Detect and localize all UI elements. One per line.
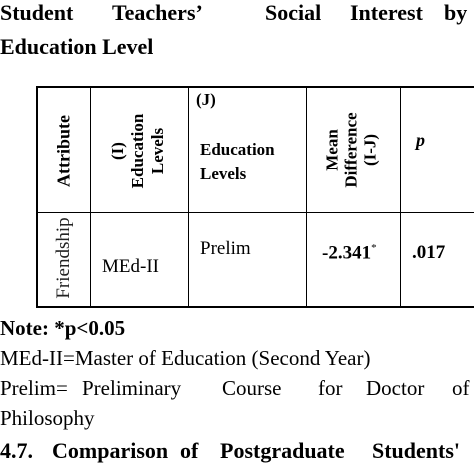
heading-word: Students' [372, 438, 461, 463]
column-divider [306, 88, 307, 306]
header-j-text: Education [200, 140, 275, 159]
title-word: Student [0, 0, 74, 25]
column-divider [400, 88, 401, 306]
header-md-text: Difference [341, 112, 361, 188]
heading-word: Postgraduate [220, 438, 345, 463]
header-divider [38, 212, 474, 213]
cell-attribute: Friendship [53, 217, 74, 299]
header-education-level-i [108, 114, 168, 189]
note-line: Philosophy [0, 406, 95, 430]
cell-level-i: MEd-II [102, 256, 159, 277]
column-divider [90, 88, 91, 306]
title-word: by [444, 0, 468, 25]
cell-p-value: .017 [412, 242, 446, 263]
title-word: Teachers’ [112, 0, 203, 25]
header-md-text: (I-J) [360, 133, 380, 167]
header-j-text: Levels [200, 164, 247, 183]
section-heading [0, 438, 474, 470]
table-title-line-1 [0, 0, 474, 30]
cell-mean-difference [322, 242, 377, 264]
header-i-text: Education [128, 113, 147, 189]
heading-word: 4.7. [0, 438, 33, 463]
note-word: of [452, 376, 470, 400]
header-i-label: (I) [108, 142, 127, 160]
note-word: Doctor [366, 376, 425, 400]
cell-level-j: Prelim [200, 238, 251, 259]
heading-word: of [180, 438, 199, 463]
header-i-text: Levels [148, 127, 167, 175]
column-divider [188, 88, 189, 306]
header-j-label: (J) [196, 90, 216, 109]
header-mean-difference [323, 112, 380, 187]
note-title: Note: *p<0.05 [0, 316, 126, 340]
significance-marker: * [371, 242, 377, 254]
note-line [0, 376, 474, 404]
title-word: Social [265, 0, 322, 25]
note-word: Prelim= [0, 376, 68, 400]
header-p: p [416, 130, 425, 150]
note-word: Course [222, 376, 282, 400]
table-title-line-2: Education Level [0, 34, 154, 59]
heading-word: Comparison [52, 438, 169, 463]
header-attribute: Attribute [53, 115, 74, 187]
note-word: for [318, 376, 343, 400]
title-word: Interest [350, 0, 423, 25]
header-md-text: Mean [322, 129, 342, 171]
mean-difference-value: -2.341 [322, 242, 372, 264]
note-line: MEd-II=Master of Education (Second Year) [0, 346, 371, 370]
note-word: Preliminary [82, 376, 182, 400]
comparison-table [36, 86, 474, 308]
